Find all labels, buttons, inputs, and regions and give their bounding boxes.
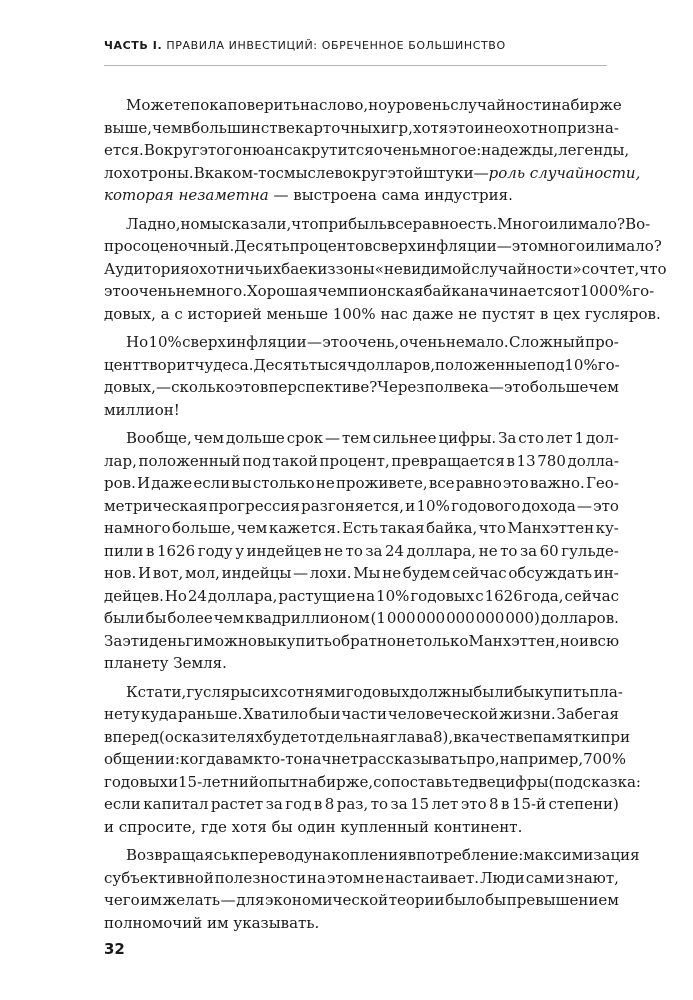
text-line: чего им желать — для экономической теории было бы превышением: [104, 891, 619, 909]
text-line: Возвращаясь к переводу накопления в потребление: максимизация: [126, 846, 640, 864]
text-line: нету куда раньше. Хватило бы и части человеческой жизни. Забегая: [104, 705, 619, 723]
text-line: Ладно, но мы сказали, что прибыль все равно есть. Много или мало? Во-: [126, 214, 651, 233]
text-line: нов. И вот, мол, индейцы — лохи. Мы не будем сейчас обсуждать ин-: [104, 564, 619, 582]
text-line: дейцев. Но 24 доллара, растущие на 10% годовых с 1626 года, сейчас: [104, 586, 619, 605]
text-line: прос оценочный. Десять процентов сверх инфляции — это много или мало?: [104, 237, 662, 255]
text-line: Но 10% сверх инфляции — это очень, очень немало. Сложный про-: [126, 333, 619, 351]
page-number: 32: [104, 940, 125, 958]
text-line: Аудитория охотничьих баек из зоны «невидимой случайности» сочтет, что: [104, 259, 667, 278]
text-line: общении: когда вам кто-то начнет рассказывать про, например, 700%: [104, 750, 626, 768]
text-line: За эти деньги можно выкупить обратно не только Манхэттен, но и всю: [104, 631, 619, 650]
text-line: субъективной полезности на этом не настаивает. Люди сами знают,: [104, 868, 619, 887]
text-line: метрическая прогрессия разгоняется, и 10% годового дохода — это: [104, 496, 619, 515]
text-line: миллион!: [104, 400, 180, 419]
text-line: Можете пока поверить на слово, но уровень случайности на бирже: [126, 96, 622, 114]
text-line: вперед (о сказителях будет отдельная глава 8), в качестве памятки при: [104, 727, 631, 746]
paragraph: [104, 844, 640, 934]
text-line: выше, чем в большинстве карточных игр, хотя это и неохотно призна-: [104, 118, 619, 137]
text-line: полномочий им указывать.: [104, 913, 320, 932]
text-line: Кстати, гусляры с их сотнями годовых должны были бы купить пла-: [126, 682, 623, 701]
body-text: [104, 94, 667, 934]
text-line: ров. И даже если вы столько не проживете, все равно это важно. Гео-: [104, 474, 619, 492]
paragraph: [104, 681, 641, 839]
paragraph: [104, 427, 619, 675]
text-line: пили в 1626 году у индейцев не то за 24 доллара, не то за 60 гульде-: [104, 541, 619, 560]
running-header: [104, 39, 506, 52]
text-fragment: — выстроена сама индустрия.: [268, 186, 513, 204]
text-line: довых, а с историей меньше 100% нас даже не пустят в цех гусляров.: [104, 304, 661, 323]
text-line: лохотроны. В каком-то смысле вокруг этой штуки — роль случайности,: [104, 162, 619, 185]
text-line: Вообще, чем дольше срок — тем сильнее цифры. За сто лет 1 дол-: [126, 429, 619, 447]
paragraph: [104, 94, 641, 207]
italic-phrase: роль случайности,: [488, 163, 641, 182]
text-line: намного больше, чем кажется. Есть такая байка, что Манхэттен ку-: [104, 519, 619, 537]
text-line: это очень немного. Хорошая чемпионская байка начинается от 1000% го-: [104, 282, 655, 300]
header-rule: [104, 65, 607, 66]
text-line: довых, — сколько это в перспективе? Через полвека — это больше чем: [104, 378, 619, 396]
text-line: [104, 184, 619, 207]
text-line: лар, положенный под такой процент, превращается в 13 780 долла-: [104, 451, 619, 470]
text-line: планету Земля.: [104, 654, 227, 672]
text-line: годовых и 15-летний опыт на бирже, сопоставьте две цифры (подсказка:: [104, 772, 641, 791]
text-line: если капитал растет за год в 8 раз, то за 15 лет это 8 в 15-й степени): [104, 795, 619, 813]
running-header-title: ПРАВИЛА ИНВЕСТИЦИЙ: ОБРЕЧЕННОЕ БОЛЬШИНСТВО: [166, 39, 506, 52]
paragraph: [104, 213, 667, 326]
text-line: и спросите, где хотя бы один купленный континент.: [104, 817, 523, 836]
text-line: цент творит чудеса. Десять тысяч долларов, положенные под 10% го-: [104, 355, 620, 374]
running-header-part: ЧАСТЬ I.: [104, 39, 163, 52]
italic-phrase: которая незаметна: [104, 186, 269, 204]
paragraph: [104, 331, 619, 421]
text-line: ется. Вокруг этого нюанса крутится очень многое: надежды, легенды,: [104, 141, 630, 159]
text-line: были бы более чем квадриллионом (1 000 000 000 000 000) долларов.: [104, 609, 619, 627]
